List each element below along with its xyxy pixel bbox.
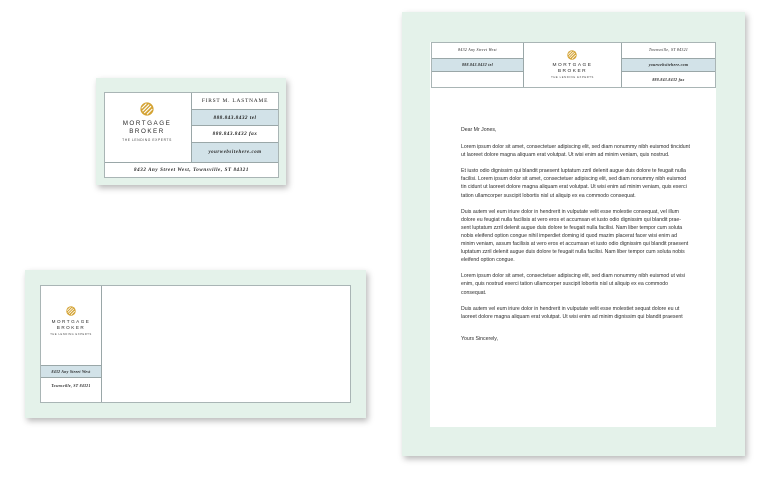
envelope-address-line-2: Townsville, ST 84321 [41,379,101,392]
business-card [96,78,286,185]
logo-line-1: MORTGAGE [122,120,172,127]
logo-line-1: MORTGAGE [552,63,593,68]
letter-paragraph-4: Lorem ipsum dolor sit amet, consectetuer adipiscing elit, sed diam nonummy nibh euismod ut wisi enim, quis nostrud exerci tation ullamcorper suscipit lobortis nisl ut aliquip ex ea commodo consequat. [461,273,686,296]
letter-paragraph-1: Lorem ipsum dolor sit amet, consectetuer adipiscing elit, sed diam nonummy nibh euismod tincidunt ut laoreet dolore magna aliquam erat volutpat. Ut wisi enim ad minim veniam, quis nostrud. [461,144,690,159]
card-fax: 888.843.8432 fax [192,125,278,142]
card-address: 8432 Any Street West, Townsville, ST 84321 [105,163,278,177]
header-fax: 888.843.8432 fax [622,73,715,87]
header-website: yourwebsitehere.com [622,58,715,72]
header-city: Townsville, ST 84321 [622,43,715,57]
logo-line-1: MORTGAGE [51,319,91,324]
logo-tagline: THE LENDING EXPERTS [50,333,92,336]
logo-tagline: THE LENDING EXPERTS [551,76,594,79]
logo-icon [66,306,76,316]
letterhead [402,12,745,456]
letter-body [461,126,690,351]
logo-line-2: BROKER [129,128,165,135]
letter-paragraph-2: Et iusto odio dignissim qui blandit praesent luptatum zzril delenit augue duis dolore te feugait nulla facilisi. Lorem ipsum dolor sit amet, consectetuer adipiscing elit, sed diam nonummy nibh euismod tin cidunt ut laoreet dolore magna aliquam erat volutpat. Ut wisi enim ad minim veniam, quis exerci tation ullamcorper suscipit lobortis nisl ut aliquip ex ea commodo consequat. [461,168,687,199]
letter-salutation: Dear Mr Jones, [461,127,497,133]
header-tel: 888.843.8432 tel [432,58,523,72]
letter-paragraph-5: Duis autem vel eum iriure dolor in hendrerit in vulputate velit esse molestiet sequat dolore eu ut laoreet dolore magna aliquam erat volutpat. Ut wisi enim ad minim dignissim qui blandit praesent [461,305,683,320]
card-website: yourwebsitehere.com [192,142,278,162]
card-tel: 888.843.8432 tel [192,109,278,125]
envelope-address-line-1: 8432 Any Street West [41,365,101,378]
header-address: 8432 Any Street West [432,43,523,57]
logo-icon [140,102,154,116]
logo-line-2: BROKER [56,325,86,330]
logo-line-2: BROKER [557,69,588,74]
card-name: FIRST M. LASTNAME [192,93,278,108]
letter-paragraph-3: Duis autem vel eum iriure dolor in hendrerit in vulputate velit esse molestie consequat, vel illum dolore eu feugiat nulla facilisis at vero eros et accumsan et iusto odio dignissim qui blandit prae-sent luptatum zzril delenit augue duis dolore te feugait nulla facilisi. Nam liber tempor cum soluta nobis eleifend option congue nihil imperdiet doming id quod mazim placerat facer wisi enim ad minim veniam, assum facilisis at vero eros et accumsan et iusto odio dignissim qui blandit praesent luptatum zzril delenit augue duis dolore te feugait nulla facilisi. Nam liber tempor cum soluta nobis eleifend option congue. [461,208,689,264]
logo-tagline: THE LENDING EXPERTS [122,138,172,142]
logo-icon [567,50,577,60]
letter-closing: Yours Sincerely, [461,335,498,342]
envelope-divider [101,286,102,402]
envelope [25,270,366,418]
